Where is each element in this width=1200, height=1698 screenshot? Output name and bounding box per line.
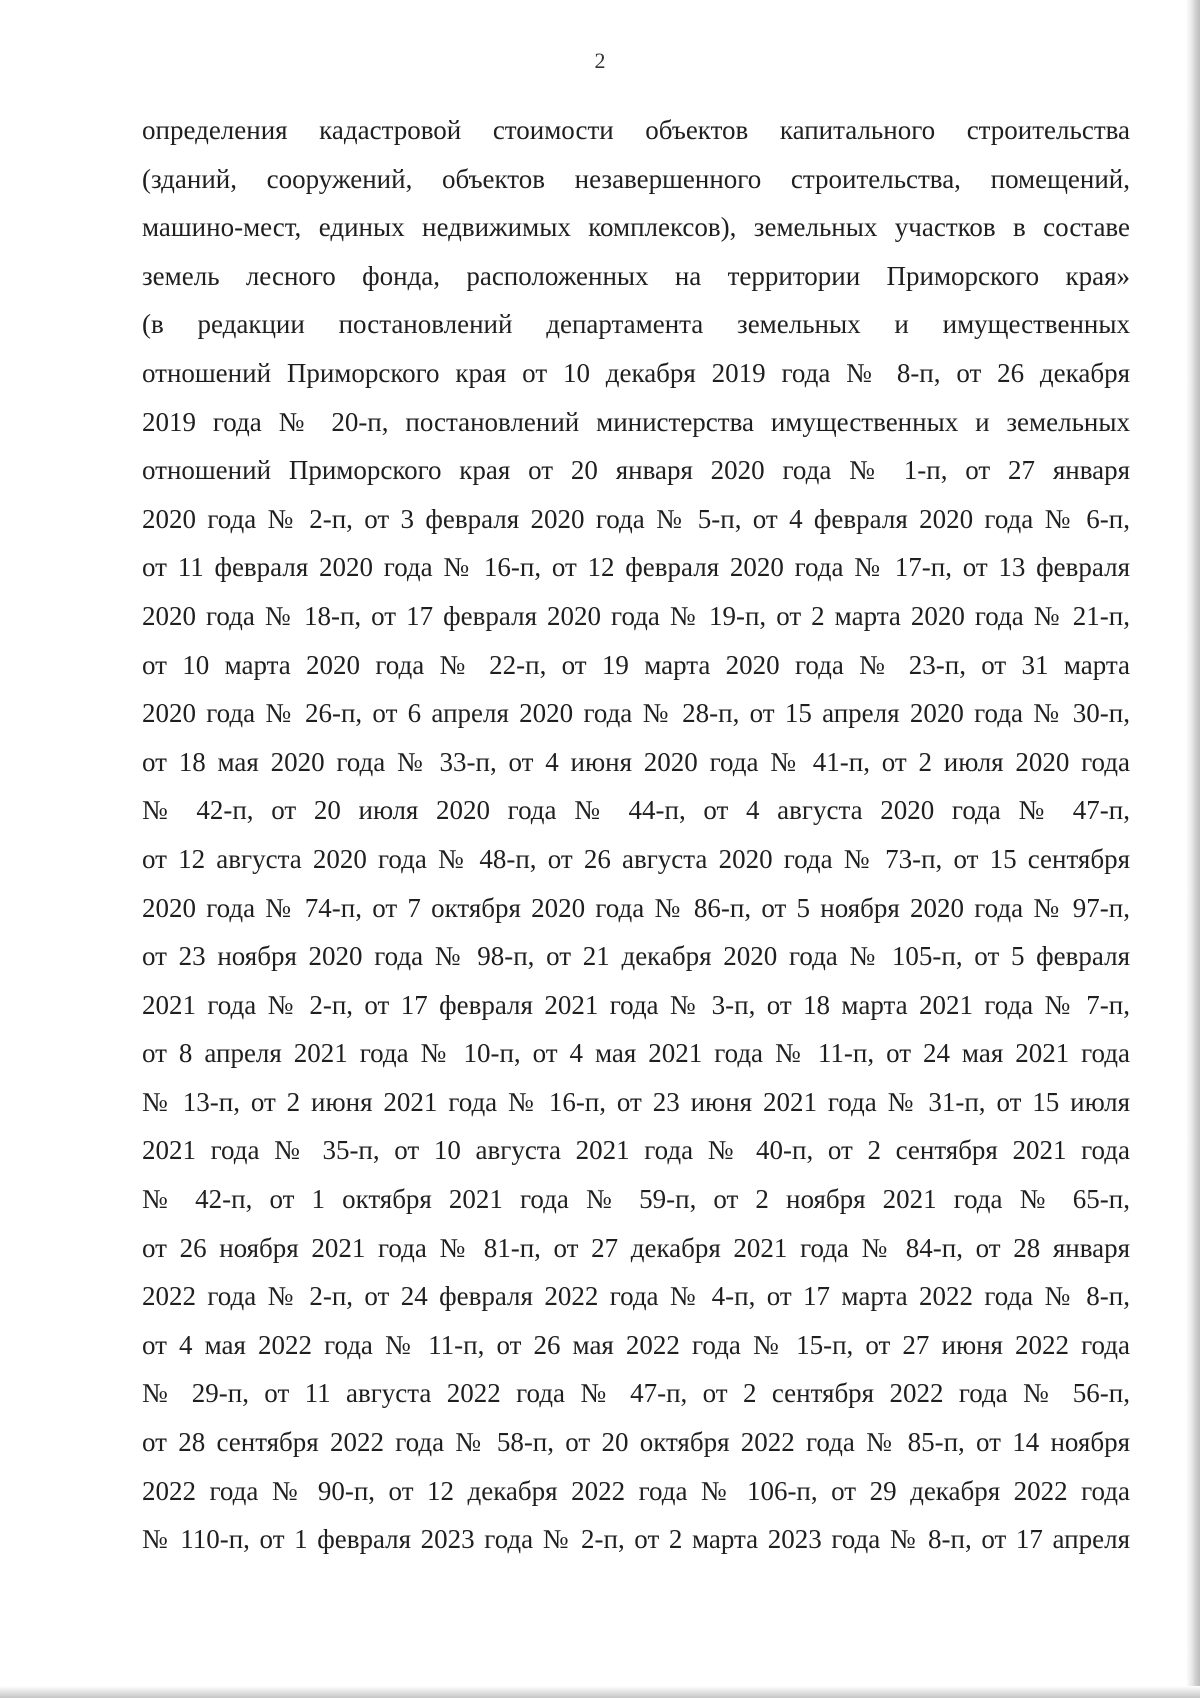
text-line: 2019 года № 20-п, постановлений министерства имущественных и земельных (142, 406, 1130, 437)
text-line: от 23 ноября 2020 года № 98-п, от 21 декабря 2020 года № 105-п, от 5 февраля (142, 941, 1130, 972)
page-edge-shadow-bottom (0, 1686, 1200, 1698)
text-line: (в редакции постановлений департамента земельных и имущественных (142, 309, 1130, 340)
text-line: 2020 года № 2-п, от 3 февраля 2020 года № 5-п, от 4 февраля 2020 года № 6-п, (142, 503, 1130, 534)
text-line: от 12 августа 2020 года № 48-п, от 26 августа 2020 года № 73-п, от 15 сентября (142, 843, 1130, 874)
text-line: № 42-п, от 1 октября 2021 года № 59-п, от 2 ноября 2021 года № 65-п, (142, 1184, 1130, 1215)
text-line: № 29-п, от 11 августа 2022 года № 47-п, от 2 сентября 2022 года № 56-п, (142, 1378, 1130, 1409)
text-line: определения кадастровой стоимости объектов капитального строительства (142, 115, 1130, 145)
text-line: 2020 года № 26-п, от 6 апреля 2020 года № 28-п, от 15 апреля 2020 года № 30-п, (142, 698, 1130, 729)
text-line: 2021 года № 35-п, от 10 августа 2021 года № 40-п, от 2 сентября 2021 года (142, 1135, 1130, 1166)
text-line: № 13-п, от 2 июня 2021 года № 16-п, от 23 июня 2021 года № 31-п, от 15 июля (142, 1086, 1130, 1117)
text-line: машино-мест, единых недвижимых комплексов), земельных участков в составе (142, 212, 1130, 243)
text-line: отношений Приморского края от 10 декабря 2019 года № 8-п, от 26 декабря (142, 357, 1130, 388)
page-number: 2 (594, 48, 606, 73)
text-line: от 8 апреля 2021 года № 10-п, от 4 мая 2021 года № 11-п, от 24 мая 2021 года (142, 1038, 1130, 1069)
document-body (142, 106, 1130, 1564)
text-line: 2020 года № 18-п, от 17 февраля 2020 года № 19-п, от 2 марта 2020 года № 21-п, (142, 600, 1130, 631)
text-line: № 42-п, от 20 июля 2020 года № 44-п, от 4 августа 2020 года № 47-п, (142, 795, 1130, 826)
text-line: 2021 года № 2-п, от 17 февраля 2021 года № 3-п, от 18 марта 2021 года № 7-п, (142, 989, 1130, 1020)
text-line: от 11 февраля 2020 года № 16-п, от 12 февраля 2020 года № 17-п, от 13 февраля (142, 552, 1130, 583)
text-line: от 10 марта 2020 года № 22-п, от 19 марта 2020 года № 23-п, от 31 марта (142, 649, 1130, 680)
text-line: от 26 ноября 2021 года № 81-п, от 27 декабря 2021 года № 84-п, от 28 января (142, 1232, 1130, 1263)
text-line: от 28 сентября 2022 года № 58-п, от 20 октября 2022 года № 85-п, от 14 ноября (142, 1427, 1130, 1458)
text-line: от 4 мая 2022 года № 11-п, от 26 мая 2022 года № 15-п, от 27 июня 2022 года (142, 1329, 1130, 1360)
text-line: 2022 года № 2-п, от 24 февраля 2022 года № 4-п, от 17 марта 2022 года № 8-п, (142, 1281, 1130, 1312)
text-line: № 110-п, от 1 февраля 2023 года № 2-п, от 2 марта 2023 года № 8-п, от 17 апреля (142, 1524, 1130, 1555)
text-line: 2022 года № 90-п, от 12 декабря 2022 года № 106-п, от 29 декабря 2022 года (142, 1475, 1130, 1506)
text-line: (зданий, сооружений, объектов незавершенного строительства, помещений, (142, 163, 1130, 194)
text-line: земель лесного фонда, расположенных на территории Приморского края» (142, 260, 1130, 291)
page-edge-shadow-right (1186, 0, 1200, 1698)
text-line: отношений Приморского края от 20 января 2020 года № 1-п, от 27 января (142, 455, 1130, 486)
text-line: 2020 года № 74-п, от 7 октября 2020 года № 86-п, от 5 ноября 2020 года № 97-п, (142, 892, 1130, 923)
text-line: от 18 мая 2020 года № 33-п, от 4 июня 2020 года № 41-п, от 2 июля 2020 года (142, 746, 1130, 777)
